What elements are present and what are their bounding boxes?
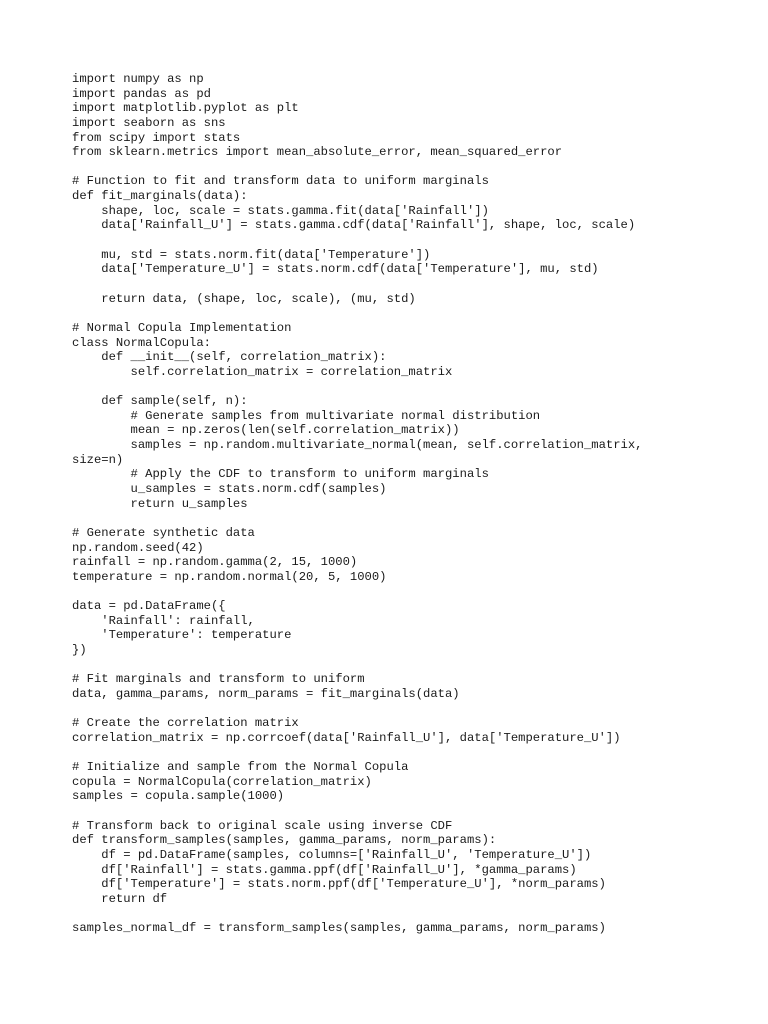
code-line: samples_normal_df = transform_samples(samples, gamma_params, norm_params) (72, 921, 606, 936)
code-line: return df (72, 891, 168, 906)
code-line (72, 804, 752, 819)
code-line: import matplotlib.pyplot as plt (72, 101, 299, 116)
code-line (72, 379, 752, 394)
code-line: from sklearn.metrics import mean_absolute_error, mean_squared_error (72, 145, 563, 160)
code-line: data['Rainfall_U'] = stats.gamma.cdf(data['Rainfall'], shape, loc, scale) (72, 218, 636, 233)
code-line (72, 160, 752, 175)
code-line: # Function to fit and transform data to uniform marginals (72, 174, 489, 189)
code-line: df['Rainfall'] = stats.gamma.ppf(df['Rainfall_U'], *gamma_params) (72, 862, 577, 877)
code-line: # Create the correlation matrix (72, 716, 299, 731)
code-line: def fit_marginals(data): (72, 189, 248, 204)
code-line: # Initialize and sample from the Normal Copula (72, 760, 409, 775)
code-line (72, 233, 752, 248)
code-line (72, 907, 752, 922)
code-line: samples = np.random.multivariate_normal(mean, self.correlation_matrix, (72, 438, 643, 453)
code-line: return u_samples (72, 496, 248, 511)
code-line: # Generate synthetic data (72, 525, 255, 540)
code-line: data['Temperature_U'] = stats.norm.cdf(data['Temperature'], mu, std) (72, 262, 599, 277)
code-line (72, 745, 752, 760)
code-line (72, 277, 752, 292)
code-line (72, 511, 752, 526)
code-line: data, gamma_params, norm_params = fit_marginals(data) (72, 686, 460, 701)
code-line: samples = copula.sample(1000) (72, 789, 285, 804)
code-line: df = pd.DataFrame(samples, columns=['Rainfall_U', 'Temperature_U']) (72, 847, 592, 862)
code-line (72, 306, 752, 321)
code-line: df['Temperature'] = stats.norm.ppf(df['Temperature_U'], *norm_params) (72, 877, 606, 892)
code-line (72, 702, 752, 717)
code-line: return data, (shape, loc, scale), (mu, std) (72, 291, 416, 306)
code-line: }) (72, 642, 87, 657)
code-line: temperature = np.random.normal(20, 5, 1000) (72, 569, 387, 584)
code-block (72, 72, 752, 936)
code-line: from scipy import stats (72, 130, 241, 145)
code-line: 'Rainfall': rainfall, (72, 613, 255, 628)
code-line: import pandas as pd (72, 86, 211, 101)
code-line: def __init__(self, correlation_matrix): (72, 350, 387, 365)
code-line: self.correlation_matrix = correlation_matrix (72, 364, 453, 379)
code-line: # Apply the CDF to transform to uniform marginals (72, 467, 489, 482)
code-line (72, 584, 752, 599)
code-line: size=n) (72, 452, 124, 467)
code-line: rainfall = np.random.gamma(2, 15, 1000) (72, 555, 358, 570)
code-line: import numpy as np (72, 72, 204, 86)
code-line: def sample(self, n): (72, 394, 248, 409)
code-line: # Generate samples from multivariate normal distribution (72, 408, 541, 423)
code-line: np.random.seed(42) (72, 540, 204, 555)
code-line: mu, std = stats.norm.fit(data['Temperature']) (72, 247, 431, 262)
code-line: u_samples = stats.norm.cdf(samples) (72, 481, 387, 496)
code-line: import seaborn as sns (72, 115, 226, 130)
code-line: class NormalCopula: (72, 335, 211, 350)
code-line: copula = NormalCopula(correlation_matrix) (72, 774, 372, 789)
code-line: # Fit marginals and transform to uniform (72, 672, 365, 687)
code-line: # Transform back to original scale using inverse CDF (72, 818, 453, 833)
code-line (72, 658, 752, 673)
code-line: mean = np.zeros(len(self.correlation_matrix)) (72, 423, 460, 438)
code-line: shape, loc, scale = stats.gamma.fit(data['Rainfall']) (72, 203, 489, 218)
code-line: data = pd.DataFrame({ (72, 599, 226, 614)
code-line: def transform_samples(samples, gamma_params, norm_params): (72, 833, 497, 848)
code-line: # Normal Copula Implementation (72, 320, 292, 335)
code-line: correlation_matrix = np.corrcoef(data['Rainfall_U'], data['Temperature_U']) (72, 730, 621, 745)
code-line: 'Temperature': temperature (72, 628, 292, 643)
